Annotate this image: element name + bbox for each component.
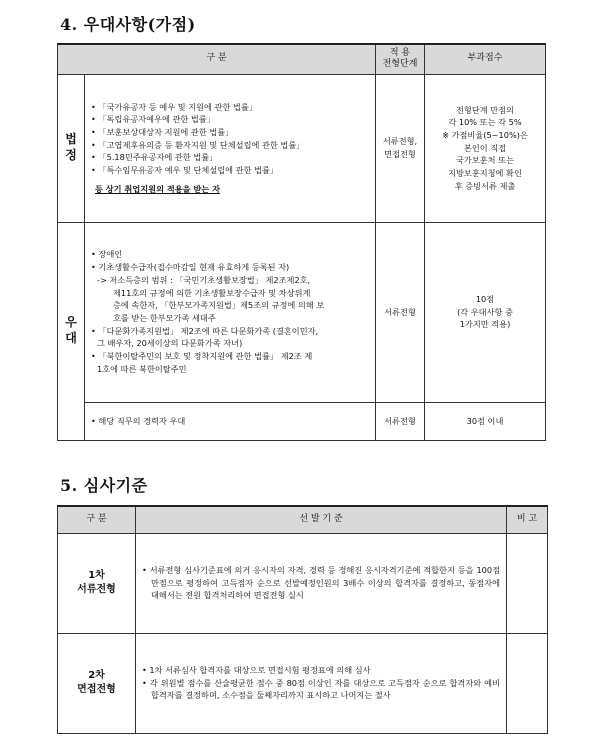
- pref-item: • 기초생활수급자(접수마감일 현재 유효하게 등록된 자): [91, 262, 290, 273]
- law-item: • 「5.18민주유공자에 관한 법률」: [91, 152, 218, 163]
- header-criteria: 선 발 기 준: [136, 506, 507, 533]
- pref-item: • 장애인: [91, 249, 123, 260]
- law-points: 전형단계 만점의 각 10% 또는 각 5% ※ 가점비율(5~10%)은 본인이 직접 국가보훈처 또는 지방보훈지청에 확인 후 증빙서류 제출: [425, 74, 546, 222]
- criteria-item: • 서류전형 심사기준표에 의거 응시자의 자격, 경력 등 정해진 응시자격기준에 적합한지 등을 100점 만점으로 평정하여 고득점자 순으로 선발예정인원의 3배수 이상의 합격자를 결정하고, 동점자에 대해서는 전원 합격처리하여 면접전형 실시: [142, 564, 500, 601]
- pref-item: • 「다문화가족지원법」 제2조에 따른 다문화가족 (결혼이민자,: [91, 325, 319, 336]
- header-category: 구 분: [58, 506, 136, 533]
- header-note: 비 고: [507, 506, 548, 533]
- pref-label: 우 대: [58, 222, 85, 440]
- header-category: 구 분: [58, 44, 376, 74]
- pref-stage: 서류전형: [376, 222, 425, 402]
- career-points: 30점 이내: [425, 402, 546, 440]
- row-label: 1차 서류전형: [58, 533, 136, 633]
- law-item: • 「독립유공자예우에 관한 법률」: [91, 114, 215, 125]
- criteria-item: • 각 위원별 점수를 산술평균한 점수 중 80점 이상인 자를 대상으로 고득점자 순으로 합격자와 예비 합격자를 결정하며, 소수점을 둘째자리까지 표시하고 나머지는 절사: [142, 677, 500, 701]
- law-cell: [85, 74, 376, 222]
- pref-subtext: 그 배우자, 20세이상의 다문화가족 자녀): [97, 338, 243, 349]
- pref-points: 10점 (각 우대사항 중 1가지만 적용): [425, 222, 546, 402]
- section5-title: 5. 심사기준: [60, 476, 148, 495]
- note-cell: [507, 633, 548, 733]
- law-stage: 서류전형, 면접전형: [376, 74, 425, 222]
- preference-table: [57, 43, 546, 441]
- note-cell: [507, 533, 548, 633]
- row-label: 2차 면접전형: [58, 633, 136, 733]
- criteria-item: • 1차 서류심사 합격자를 대상으로 면접시험 평정표에 의해 심사: [142, 664, 371, 675]
- career-cell: [85, 402, 376, 440]
- pref-subtext: 1호에 따른 북한이탈주민: [97, 363, 187, 374]
- pref-cell: [85, 222, 376, 402]
- career-stage: 서류전형: [376, 402, 425, 440]
- criteria-table: [57, 505, 548, 734]
- law-item: • 「고엽제후유의증 등 환자지원 및 단체설립에 관한 법률」: [91, 139, 305, 150]
- header-stage: 적 용 전형단계: [376, 44, 425, 74]
- career-item: • 해당 직무의 경력자 우대: [91, 415, 186, 426]
- law-item: • 「특수임무유공자 예우 및 단체설립에 관한 법률」: [91, 165, 279, 176]
- law-item: • 「보훈보상대상자 지원에 관한 법률」: [91, 126, 234, 137]
- criteria-cell: [136, 533, 507, 633]
- pref-subtext: 호를 받는 한부모가족 세대주: [113, 313, 216, 323]
- pref-subtext: -> 저소득층의 범위 : 「국민기초생활보장법」 제2조제2호,: [97, 274, 311, 285]
- header-points: 부과점수: [425, 44, 546, 74]
- pref-subtext: 층에 속한자, 「한부모가족지원법」제5조의 규정에 의해 보: [113, 300, 325, 311]
- criteria-cell: [136, 633, 507, 733]
- law-label: 법 정: [58, 74, 85, 222]
- pref-item: • 「북한이탈주민의 보호 및 정착지원에 관한 법률」 제2조 제: [91, 351, 313, 362]
- section4-title: 4. 우대사항(가점): [60, 15, 196, 34]
- law-item: • 「국가유공자 등 예우 및 지원에 관한 법률」: [91, 101, 257, 112]
- pref-subtext: 제11호의 규정에 의한 기초생활보장수급자 및 차상위계: [113, 287, 311, 298]
- law-note: 등 상기 취업지원의 적용을 받는 자: [95, 183, 220, 194]
